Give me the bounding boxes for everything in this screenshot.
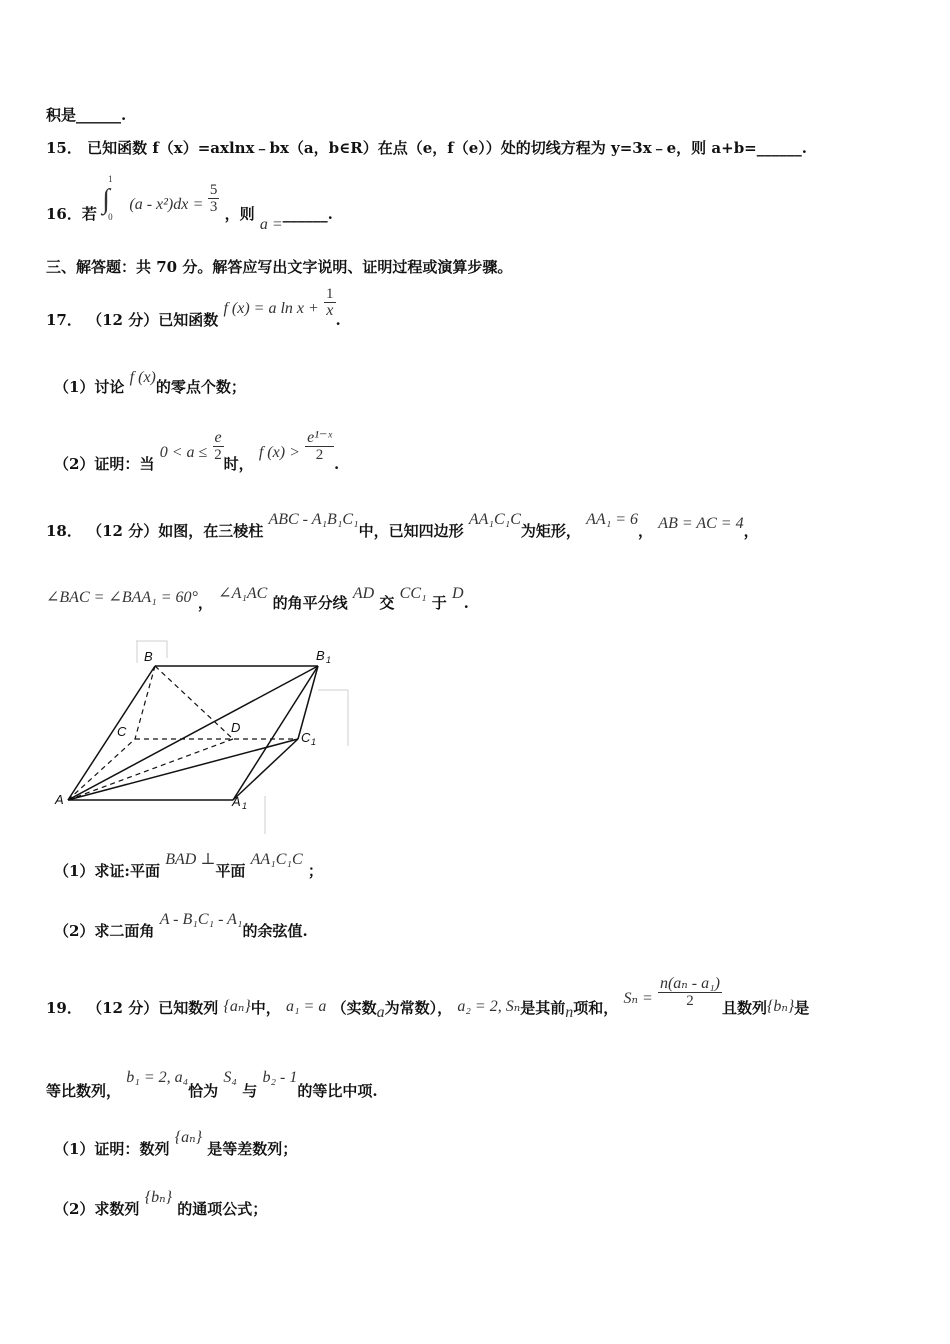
question-number: 15． [46,139,82,157]
part-label: （1）求证:平面 [54,862,160,880]
edge-ab1 [68,666,318,800]
fraction [208,182,220,215]
label-b1: B [316,648,325,663]
function-expression: f (x) [129,369,156,386]
question-score: （12 分）已知数列 [87,998,219,1017]
question-score: （12 分）如图，在三棱柱 [87,522,264,540]
condition-expression: 0 < a ≤ [159,443,208,461]
plane-expression: BAD ⊥ [165,851,216,868]
label-d: D [231,720,241,735]
question-19 [46,968,810,1021]
fraction-denominator: 2 [686,993,694,1009]
sequence-expression: {bₙ} [767,997,795,1015]
edge-ad [68,739,233,800]
comma: ， [743,522,759,540]
prism-figure [50,636,360,836]
period: . [463,594,469,612]
section-heading-text: 三、解答题：共 70 分。解答应写出文字说明、证明过程或演算步骤。 [46,258,513,276]
angle-expression: ∠A₁AC [218,585,268,602]
fraction-denominator: 2 [315,447,324,463]
condition-expression: AA₁ = 6 [586,511,639,528]
part-label: （1）讨论 [54,378,125,396]
edge-bc [135,666,155,739]
when-text: 时， [223,454,254,473]
question-text: 中， [250,998,281,1017]
part-label: （2）求数列 [54,1200,140,1218]
question-prefix: 若 [81,204,97,223]
answer-variable: a = [259,215,283,233]
section-heading [46,256,512,277]
fraction-denominator: 2 [214,447,222,463]
question-text: 为矩形， [520,522,581,540]
question-text: 恰为 [188,1082,219,1100]
question-text: 且数列 [722,998,768,1017]
question-text: 与 [242,1082,258,1100]
answer-blank: ______. [282,204,333,223]
quad-expression: AA₁C₁C [468,511,521,528]
question-17-part-1 [54,366,246,396]
label-b1-sub: 1 [326,655,332,665]
question-number: 16． [46,204,82,223]
part-text: 的余弦值. [242,922,308,940]
question-score: （12 分）已知函数 [87,310,219,329]
integral-sign: 1 ∫ 0 [102,174,113,222]
fraction [213,430,224,463]
continuation-label: 积是______. [46,106,127,124]
comma: ， [638,522,654,540]
prism-edges [68,666,318,800]
part-text: 的零点个数； [155,378,246,396]
fraction-numerator: 1 [326,286,334,302]
hidden-edges [68,666,298,800]
label-b: B [144,649,153,664]
question-19-part-1 [54,1126,297,1156]
sequence-expression: {bₙ} [144,1189,172,1206]
fraction [305,430,334,463]
question-text: 为常数）， [384,998,453,1017]
then-text: ，则 [224,204,255,223]
sequence-expression: {aₙ} [174,1129,202,1146]
question-17 [46,284,341,329]
continuation-text [46,104,126,125]
edge-b1c1 [298,666,318,739]
part-text: 是等差数列； [207,1140,298,1158]
period: . [333,454,340,473]
variable: a [376,1003,385,1021]
comma: ， [197,594,213,612]
inequality-expression: f (x) > [258,443,300,461]
fraction-denominator: 3 [209,199,218,215]
fraction-numerator: n(aₙ - a₁) [659,975,720,992]
label-c1: C [301,730,311,745]
part-text: 的通项公式； [177,1200,268,1218]
label-c1-sub: 1 [311,737,317,747]
question-18-part-2 [54,908,308,938]
question-17-part-2 [54,424,340,473]
question-text: 交 [379,594,395,612]
fraction [658,976,722,1009]
fraction-numerator: e¹⁻ˣ [307,429,332,446]
period: . [335,310,341,329]
function-expression: f (x) = a ln x + [223,299,319,317]
label-a1-sub: 1 [242,801,248,811]
segment-expression: AD [352,585,375,602]
label-a: A [55,792,64,807]
term-expression: b₂ - 1 [262,1069,298,1086]
term-expression: b₁ = 2, a₄ [126,1069,189,1086]
question-18-part-1 [54,848,323,878]
question-text: 的角平分线 [272,594,348,612]
question-number: 18． [46,522,82,540]
question-text: （实数 [331,998,377,1017]
question-number: 19． [46,998,82,1017]
plane-expression: AA₁C₁C [250,851,303,868]
part-label: （1）证明：数列 [54,1140,170,1158]
question-16: 16．若 1 ∫ 0 (a - x²)dx = $\frac{5}{3}$ ，则 a =______. [46,174,333,233]
integral-upper-limit: 1 [108,174,113,184]
term-expression: a₂ = 2, Sₙ [457,997,521,1015]
label-a1: A [232,794,241,809]
question-text: 等比数列， [46,1082,122,1100]
part-label: （2）求二面角 [54,922,155,940]
question-19-line-2 [46,1066,378,1100]
label-c: C [117,724,127,739]
question-18 [46,508,759,538]
sum-expression: Sₙ = [623,989,653,1007]
question-text: 的等比中项. [297,1082,378,1100]
term-expression: a₁ = a [285,997,327,1015]
angle-condition: ∠BAC = ∠BAA₁ = 60° [46,589,198,606]
fraction-numerator: 5 [209,182,218,198]
integral-lower-limit: 0 [108,212,113,222]
dihedral-angle-expression: A - B₁C₁ - A₁ [159,911,243,928]
semicolon: ； [307,862,323,880]
question-text: 是其前 [520,998,566,1017]
variable: n [565,1003,574,1021]
point-expression: D [452,585,464,602]
edge-bd [155,666,233,739]
question-19-part-2 [54,1186,267,1216]
question-18-line-2 [46,582,469,612]
part-text: 平面 [215,862,246,880]
question-15 [46,137,807,158]
fraction-numerator: e [214,429,222,446]
question-text: 项和， [573,998,619,1017]
question-text: 中，已知四边形 [358,522,464,540]
part-label: （2）证明：当 [54,454,155,473]
question-text: 于 [431,594,447,612]
fraction-denominator: x [326,302,334,319]
fraction [324,286,336,319]
question-number: 17． [46,310,82,329]
sequence-expression: {aₙ} [223,997,251,1015]
sum-expression: S₄ [223,1069,237,1086]
integrand: (a - x²)dx [129,195,189,213]
condition-expression: AB = AC = 4 [658,515,744,532]
question-text: 已知函数 f（x）=axlnx﹣bx（a，b∈R）在点（e，f（e））处的切线方程为 y=3x﹣e，则 a+b=______. [87,139,807,157]
prism-expression: ABC - A₁B₁C₁ [268,511,359,528]
segment-expression: CC₁ [399,585,427,602]
question-text: 是 [794,998,810,1017]
